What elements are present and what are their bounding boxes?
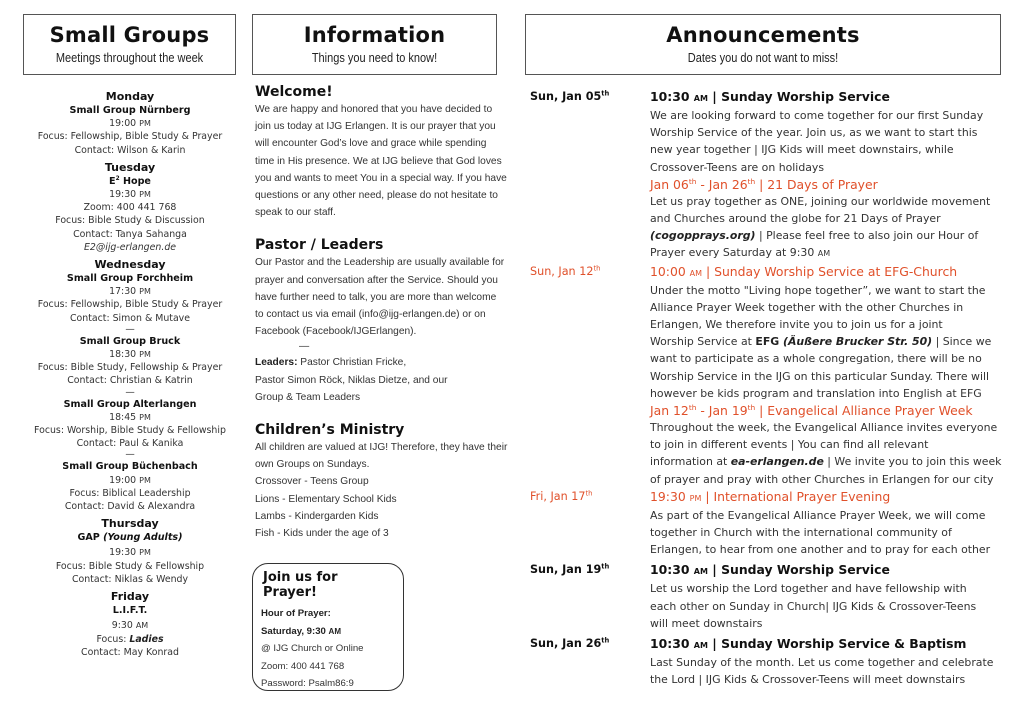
- group-email-link[interactable]: E2@ijg-erlangen.de: [83, 241, 177, 253]
- small-groups-header: [23, 14, 236, 75]
- announcement-desc: the Lord | IJG Kids & Crossover-Teens will meet downstairs: [650, 673, 966, 687]
- announcement-desc: Erlangen, We therefore invite you to join us for a joint: [650, 318, 943, 332]
- group-time: 19:30 PM: [109, 189, 151, 201]
- announcement-desc: As part of the Evangelical Alliance Prayer Week, we will come: [650, 508, 986, 522]
- announcement-desc: together in Church with the international community of: [650, 526, 952, 540]
- group-name: Small Group Büchenbach: [62, 461, 198, 473]
- small-groups-subtitle: Meetings throughout the week: [55, 51, 204, 65]
- group-name: Small Group Nürnberg: [69, 105, 191, 116]
- announcement-desc: however be kids program and translation into English at EFG: [650, 386, 982, 400]
- announcement-title: 10:30 AM | Sunday Worship Service: [650, 89, 890, 104]
- announcement-desc: Alliance Prayer Week together with the other Churches in: [650, 300, 964, 314]
- announcement-desc: will meet downstairs: [650, 616, 763, 630]
- announcement-title: 10:00 AM | Sunday Worship Service at EFG-Church: [650, 263, 958, 279]
- announcement-desc: (cogopprays.org) | Please feel free to also join our Hour of: [650, 229, 979, 243]
- announcement-entry: [530, 263, 1010, 402]
- announcements-subtitle: Dates you do not want to miss!: [687, 51, 839, 65]
- announcement-desc: and Churches around the globe for 21 Days of Prayer: [650, 212, 941, 226]
- group-contact: Contact: Tanya Sahanga: [73, 228, 187, 240]
- announcement-date: Fri, Jan 17th: [530, 489, 593, 503]
- announcement-desc: Prayer every Saturday at 9:30 AM: [650, 246, 831, 260]
- group-name: Small Group Bruck: [79, 335, 181, 347]
- announcement-entry: [530, 176, 1010, 263]
- information-title: Information: [303, 23, 446, 47]
- day-label: Friday: [110, 590, 150, 604]
- group-time: 9:30 AM: [111, 620, 149, 632]
- prayer-box-line: Password: Psalm86:9: [261, 678, 354, 689]
- announcement-desc: Last Sunday of the month. Let us come together and celebrate: [650, 656, 994, 670]
- announcement-desc: each other on Sunday in Church| IJG Kids & Crossover-Teens: [650, 599, 977, 613]
- group-contact: Contact: Wilson & Karin: [74, 144, 186, 156]
- group-time: 19:00 PM: [109, 118, 151, 130]
- group-time: 17:30 PM: [109, 286, 151, 298]
- group-name: Small Group Forchheim: [66, 273, 194, 285]
- group-item: [10, 460, 250, 513]
- group-contact: Contact: David & Alexandra: [64, 501, 196, 513]
- welcome-text: We are happy and honored that you have decided to join us today at IJG Erlangen. It is our prayer that you will encounter God’s love and grace while spending time in His presence. We at IJG believe that God loves you and wants to meet You in a special way. If you have questions or any other need, please do not hesitate to speak to our staff.: [255, 104, 507, 219]
- children-heading: Children’s Ministry: [255, 422, 405, 439]
- announcement-desc: Let us worship the Lord together and have fellowship with: [650, 582, 967, 596]
- separator: —: [125, 449, 135, 461]
- announcement-title: Jan 12th - Jan 19th | Evangelical Alliance Prayer Week: [650, 402, 973, 419]
- group-focus: Focus: Bible Study & Fellowship: [55, 560, 205, 572]
- group-zoom: Zoom: 400 441 768: [83, 202, 177, 214]
- announcement-desc: Worship Service at EFG (Äußere Brucker Str. 50) | Since we: [650, 335, 992, 349]
- prayer-box-line: @ IJG Church or Online: [261, 643, 364, 654]
- announcements-list: [530, 88, 1010, 688]
- group-item: [10, 335, 250, 388]
- announcement-date: Sun, Jan 26th: [530, 636, 610, 651]
- day-section-friday: [10, 590, 250, 659]
- group-time: 19:00 PM: [109, 474, 151, 486]
- group-item: [10, 531, 250, 586]
- announcement-desc: new year together | IJG Kids will meet downstairs, while: [650, 143, 954, 157]
- group-contact: Contact: Christian & Katrin: [67, 375, 193, 387]
- announcement-title: 10:30 AM | Sunday Worship Service: [650, 562, 890, 578]
- announcement-desc: Erlangen, to hear from one another and to pray for each other: [650, 543, 991, 557]
- announcements-title: Announcements: [666, 23, 860, 47]
- announcement-date: Sun, Jan 19th: [530, 562, 610, 577]
- separator: —: [299, 341, 310, 353]
- prayer-callout-box: [252, 563, 404, 691]
- day-label: Monday: [105, 90, 155, 103]
- announcement-entry: [530, 88, 1010, 176]
- announcement-desc: Throughout the week, the Evangelical Alliance invites everyone: [650, 421, 998, 435]
- announcement-desc: want to participate as a whole congregation, there will be no: [650, 352, 982, 366]
- pastor-text: Our Pastor and the Leadership are usually available for prayer and conversation after the Service. Should you have further need to talk, you are more than welcome to contact us via email (info@ijg-erlangen.de) or on Facebook (Facebook/IJGErlangen).: [255, 257, 505, 338]
- group-item: [10, 272, 250, 325]
- group-focus: Focus: Bible Study & Discussion: [55, 215, 205, 227]
- welcome-heading: Welcome!: [255, 84, 333, 100]
- group-contact: Contact: May Konrad: [81, 646, 179, 658]
- announcement-desc: Worship Service of the year. Join us, as we want to start this: [650, 126, 978, 140]
- day-label: Tuesday: [104, 160, 156, 174]
- group-name: $E^2$ Hope: [109, 175, 151, 187]
- group-contact: Contact: Simon & Mutave: [69, 312, 191, 324]
- announcement-desc: Let us pray together as ONE, joining our worldwide movement: [650, 194, 991, 208]
- announcement-entry: [530, 561, 1010, 632]
- announcement-date: Sun, Jan 05th: [530, 89, 610, 103]
- announcement-desc: We are looking forward to come together for our first Sunday: [650, 109, 984, 122]
- group-name: GAP (Young Adults): [77, 532, 183, 544]
- announcements-header: [525, 14, 1001, 75]
- group-name: L.I.F.T.: [112, 605, 148, 617]
- cogopprays-link[interactable]: (cogopprays.org): [650, 229, 756, 243]
- group-item: [10, 604, 250, 659]
- announcement-desc: information at ea-erlangen.de | We invite you to join this week: [650, 455, 1002, 469]
- separator: —: [125, 323, 135, 335]
- pastor-heading: Pastor / Leaders: [255, 237, 384, 254]
- group-focus: Focus: Fellowship, Bible Study & Prayer: [37, 299, 223, 311]
- small-groups-list: [10, 86, 250, 659]
- group-item: [10, 398, 250, 451]
- information-header: [252, 14, 497, 75]
- information-section: [255, 84, 508, 542]
- group-contact: Contact: Paul & Kanika: [76, 438, 184, 450]
- group-focus: Focus: Biblical Leadership: [69, 487, 191, 499]
- announcement-desc: Crossover-Teens are on holidays: [650, 160, 825, 174]
- announcement-entry: [530, 488, 1010, 559]
- announcement-date: Sun, Jan 12th: [530, 263, 601, 278]
- announcement-desc: Worship Service in the IJG on this particular Sunday. There will: [650, 369, 990, 383]
- leaders-text: Leaders: Pastor Christian Fricke, Pastor Simon Röck, Niklas Dietze, and our Group & Team Leaders: [255, 357, 448, 403]
- group-contact: Contact: Niklas & Wendy: [71, 573, 189, 585]
- group-time: 18:30 PM: [109, 349, 151, 361]
- announcement-desc: to join in different events | You can find all relevant: [650, 438, 929, 452]
- announcement-desc: of prayer and pray with other Churches in Erlangen for our city: [650, 472, 994, 486]
- day-label: Wednesday: [94, 258, 166, 272]
- announcement-entry: [530, 635, 1010, 688]
- prayer-box-line: Saturday, 9:30 AM: [261, 625, 341, 637]
- announcement-desc: Under the motto "Living hope together”, we want to start the: [650, 283, 986, 297]
- prayer-box-line: Zoom: 400 441 768: [261, 660, 345, 672]
- group-focus: Focus: Worship, Bible Study & Fellowship: [34, 425, 226, 437]
- day-section-tuesday: [10, 161, 250, 254]
- children-text: All children are valued at IJG! Therefore, they have their own Groups on Sundays. Crossover - Teens Group Lions - Elementary School Kids Lambs - Kindergarden Kids Fish - Kids under the age of 3: [255, 442, 508, 540]
- information-subtitle: Things you need to know!: [311, 51, 438, 65]
- group-focus: Focus: Ladies: [96, 633, 164, 645]
- prayer-box-line: Hour of Prayer:: [261, 608, 331, 619]
- day-section-thursday: [10, 517, 250, 586]
- group-time: 18:45 PM: [109, 411, 151, 423]
- group-item: [10, 104, 250, 157]
- small-groups-title: Small Groups: [49, 23, 210, 47]
- day-section-wednesday: [10, 258, 250, 513]
- day-section-monday: [10, 90, 250, 157]
- group-time: 19:30 PM: [109, 547, 151, 559]
- day-label: Thursday: [101, 517, 159, 531]
- separator: —: [125, 386, 135, 398]
- announcement-entry: [530, 402, 1010, 488]
- group-focus: Focus: Bible Study, Fellowship & Prayer: [37, 362, 223, 374]
- group-focus: Focus: Fellowship, Bible Study & Prayer: [37, 131, 223, 143]
- announcement-title: 10:30 AM | Sunday Worship Service & Baptism: [650, 636, 967, 652]
- announcement-title: 19:30 PM | International Prayer Evening: [650, 488, 891, 504]
- group-item: [10, 175, 250, 254]
- prayer-box-title: Join us for Prayer!: [263, 570, 338, 600]
- announcement-title: Jan 06th - Jan 26th | 21 Days of Prayer: [650, 176, 878, 192]
- ea-erlangen-link[interactable]: ea-erlangen.de: [730, 455, 824, 469]
- group-name: Small Group Alterlangen: [63, 398, 197, 410]
